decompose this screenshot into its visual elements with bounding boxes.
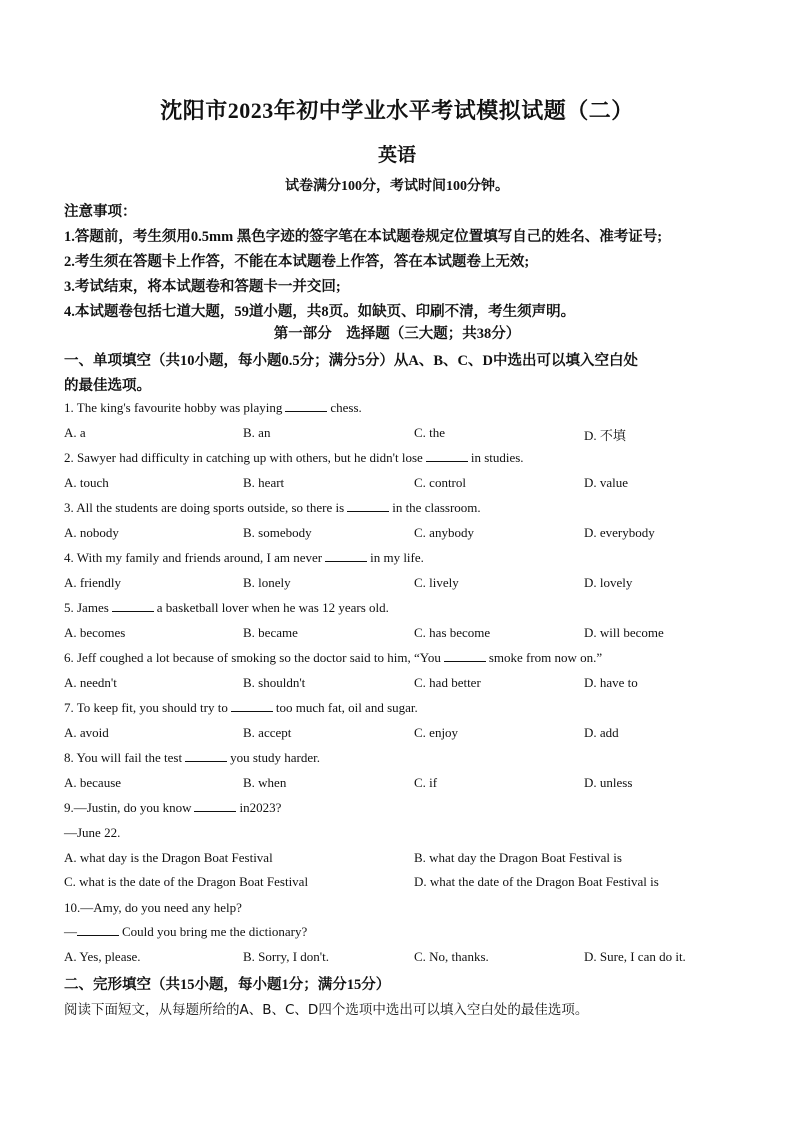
section2-instruction: 阅读下面短文，从每题所给的A、B、C、D四个选项中选出可以填入空白处的最佳选项。 [64, 1002, 589, 1018]
exam-info: 试卷满分100分，考试时间100分钟。 [285, 179, 509, 194]
answer-blank [77, 924, 119, 936]
option-b: B. heart [243, 475, 285, 490]
notice-item-1: 1.答题前，考生须用0.5mm 黑色字迹的签字笔在本试题卷规定位置填写自己的姓名、准考证号; [64, 229, 663, 245]
question-text: Could you bring me the dictionary? [122, 924, 308, 939]
option-b: B. when [243, 775, 287, 790]
option-d: D. everybody [584, 525, 655, 540]
question-text: chess. [330, 400, 362, 415]
option-b: B. Sorry, I don't. [243, 949, 329, 964]
exam-title: 沈阳市2023年初中学业水平考试模拟试题（二） [160, 98, 634, 123]
option-a: A. friendly [64, 575, 122, 590]
option-b: B. an [243, 425, 271, 440]
option-d: D. unless [584, 775, 633, 790]
question-7 [64, 700, 418, 716]
option-d: D. lovely [584, 575, 633, 590]
answer-blank [194, 800, 236, 812]
option-a: A. because [64, 775, 122, 790]
option-c: C. had better [414, 675, 481, 690]
option-b: B. became [243, 625, 298, 640]
option-b: B. lonely [243, 575, 291, 590]
question-text: in2023? [239, 800, 282, 815]
option-b: B. shouldn't [243, 675, 306, 690]
question-2 [64, 450, 524, 466]
question-text: 1. The king's favourite hobby was playing [64, 400, 283, 415]
section2-heading: 二、完形填空（共15小题，每小题1分；满分15分） [64, 977, 391, 993]
notice-item-4: 4.本试题卷包括七道大题，59道小题，共8页。如缺页、印刷不清，考生须声明。 [64, 304, 576, 320]
question-9 [64, 800, 281, 816]
question-text: too much fat, oil and sugar. [275, 700, 418, 715]
question-10-reply [64, 924, 307, 940]
question-text: in studies. [470, 450, 524, 465]
part-one-heading: 第一部分 选择题（三大题；共38分） [273, 326, 521, 342]
answer-blank [325, 550, 367, 562]
question-text: 8. You will fail the test [64, 750, 183, 765]
question-text: 5. James [64, 600, 109, 615]
question-6 [64, 650, 602, 666]
option-a: A. touch [64, 475, 109, 490]
answer-blank [347, 500, 389, 512]
option-b: B. accept [243, 725, 292, 740]
answer-blank [231, 700, 273, 712]
option-d: D. what the date of the Dragon Boat Festival is [414, 874, 659, 889]
subject-title: 英语 [377, 145, 416, 166]
answer-blank [112, 600, 154, 612]
option-d: D. 不填 [584, 428, 626, 443]
question-9-answer: —June 22. [64, 825, 121, 840]
question-8 [64, 750, 320, 766]
question-text: 7. To keep fit, you should try to [64, 700, 228, 715]
question-text: you study harder. [230, 750, 320, 765]
option-a: A. nobody [64, 525, 119, 540]
option-a: A. Yes, please. [64, 949, 141, 964]
option-d: D. value [584, 475, 629, 490]
option-d: D. have to [584, 675, 638, 690]
question-text: smoke from now on.” [488, 650, 603, 665]
section1-heading-cont: 的最佳选项。 [64, 378, 151, 394]
option-c: C. enjoy [414, 725, 459, 740]
answer-blank [285, 400, 327, 412]
option-a: A. a [64, 425, 86, 440]
question-text: 3. All the students are doing sports outside, so there is [64, 500, 345, 515]
option-c: C. the [414, 425, 446, 440]
question-1 [64, 400, 362, 416]
option-d: D. add [584, 725, 619, 740]
option-a: A. becomes [64, 625, 126, 640]
option-d: D. Sure, I can do it. [584, 949, 686, 964]
option-b: B. what day the Dragon Boat Festival is [414, 850, 622, 865]
option-a: A. avoid [64, 725, 109, 740]
notice-heading: 注意事项： [64, 204, 137, 220]
question-text: a basketball lover when he was 12 years old. [156, 600, 389, 615]
question-text: 4. With my family and friends around, I am never [64, 550, 323, 565]
answer-blank [444, 650, 486, 662]
option-c: C. has become [414, 625, 491, 640]
question-10: 10.—Amy, do you need any help? [64, 900, 242, 915]
question-text: 6. Jeff coughed a lot because of smoking so the doctor said to him, “You [64, 650, 441, 665]
option-c: C. lively [414, 575, 459, 590]
option-a: A. what day is the Dragon Boat Festival [64, 850, 273, 865]
option-d: D. will become [584, 625, 664, 640]
option-c: C. what is the date of the Dragon Boat Festival [64, 874, 309, 889]
dash: — [64, 924, 77, 939]
question-text: in the classroom. [392, 500, 481, 515]
question-3 [64, 500, 481, 516]
option-b: B. somebody [243, 525, 312, 540]
question-text: 2. Sawyer had difficulty in catching up with others, but he didn't lose [64, 450, 423, 465]
question-4 [64, 550, 424, 566]
option-a: A. needn't [64, 675, 117, 690]
section1-heading: 一、单项填空（共10小题，每小题0.5分；满分5分）从A、B、C、D中选出可以填入空白处 [64, 353, 638, 369]
question-5 [64, 600, 389, 616]
question-text: 9.—Justin, do you know [64, 800, 192, 815]
option-c: C. anybody [414, 525, 474, 540]
notice-item-3: 3.考试结束，将本试题卷和答题卡一并交回; [64, 279, 341, 295]
option-c: C. if [414, 775, 438, 790]
notice-item-2: 2.考生须在答题卡上作答，不能在本试题卷上作答，答在本试题卷上无效; [64, 254, 530, 270]
option-c: C. control [414, 475, 466, 490]
question-text: in my life. [370, 550, 424, 565]
answer-blank [426, 450, 468, 462]
answer-blank [185, 750, 227, 762]
option-c: C. No, thanks. [414, 949, 489, 964]
